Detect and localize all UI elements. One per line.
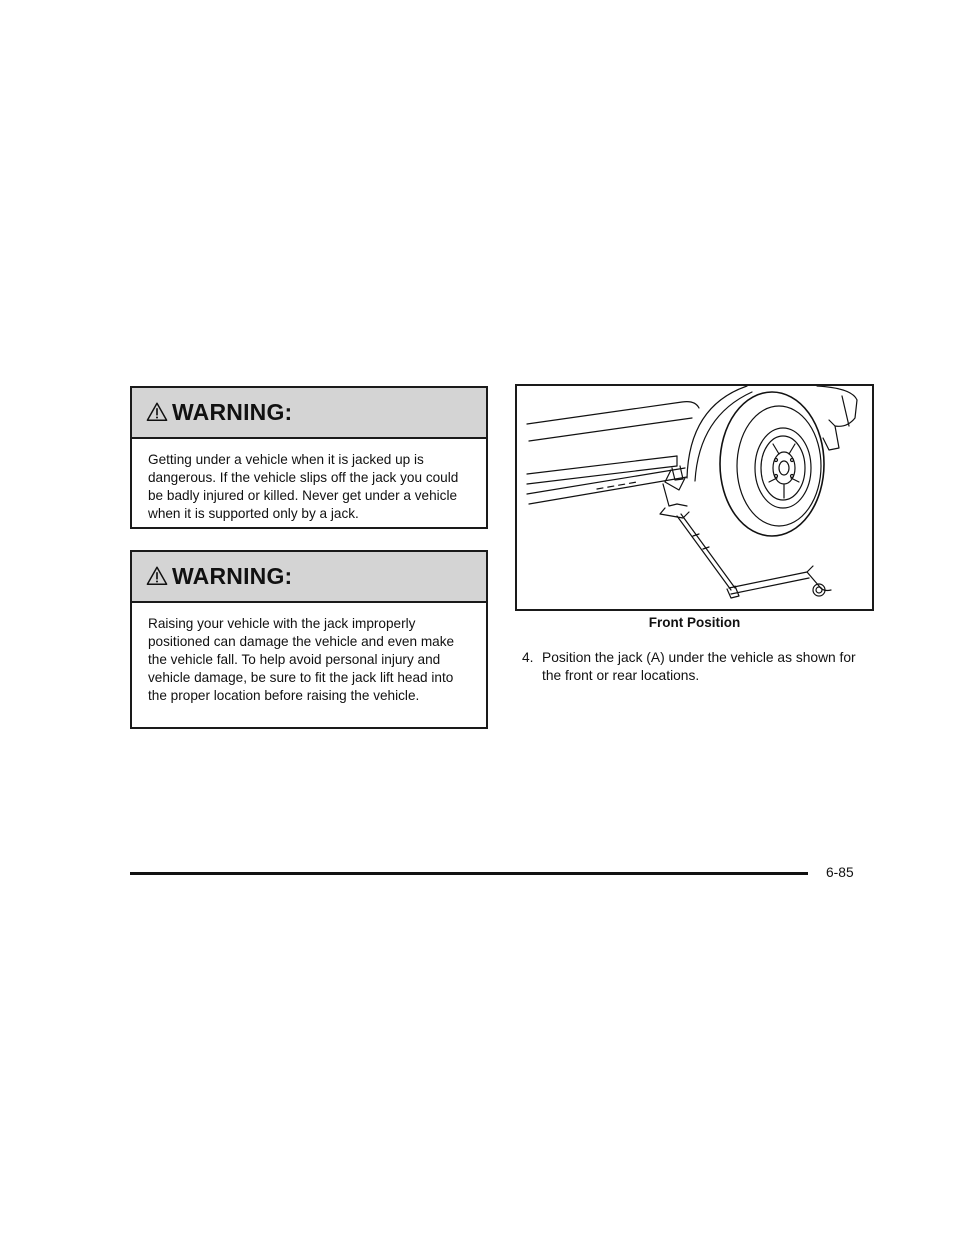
warning-title: WARNING: — [172, 563, 293, 589]
step-text: Position the jack (A) under the vehicle as shown for the front or rear locations. — [542, 650, 856, 683]
warning-title: WARNING: — [172, 399, 293, 425]
warning-header — [132, 552, 486, 603]
warning-triangle-icon — [146, 565, 168, 587]
front-position-illustration — [515, 384, 874, 611]
warning-text: Raising your vehicle with the jack improperly positioned can damage the vehicle and even make the vehicle fall. To help avoid personal injury and vehicle damage, be sure to fit the jack lift head into the proper location before raising the vehicle. — [148, 616, 455, 703]
page-number: 6-85 — [826, 865, 854, 880]
instruction-step — [522, 649, 872, 685]
step-number: 4. — [522, 650, 534, 665]
warning-triangle-icon — [146, 401, 168, 423]
warning-box-jacked-vehicle — [130, 386, 488, 529]
warning-header — [132, 388, 486, 439]
warning-box-jack-position — [130, 550, 488, 729]
figure-caption: Front Position — [648, 615, 741, 630]
warning-text: Getting under a vehicle when it is jacked up is dangerous. If the vehicle slips off the jack you could be badly injured or killed. Never get under a vehicle when it is supported only by a jack. — [148, 452, 459, 521]
vehicle-jack-drawing — [517, 386, 872, 609]
footer-rule — [130, 872, 808, 875]
